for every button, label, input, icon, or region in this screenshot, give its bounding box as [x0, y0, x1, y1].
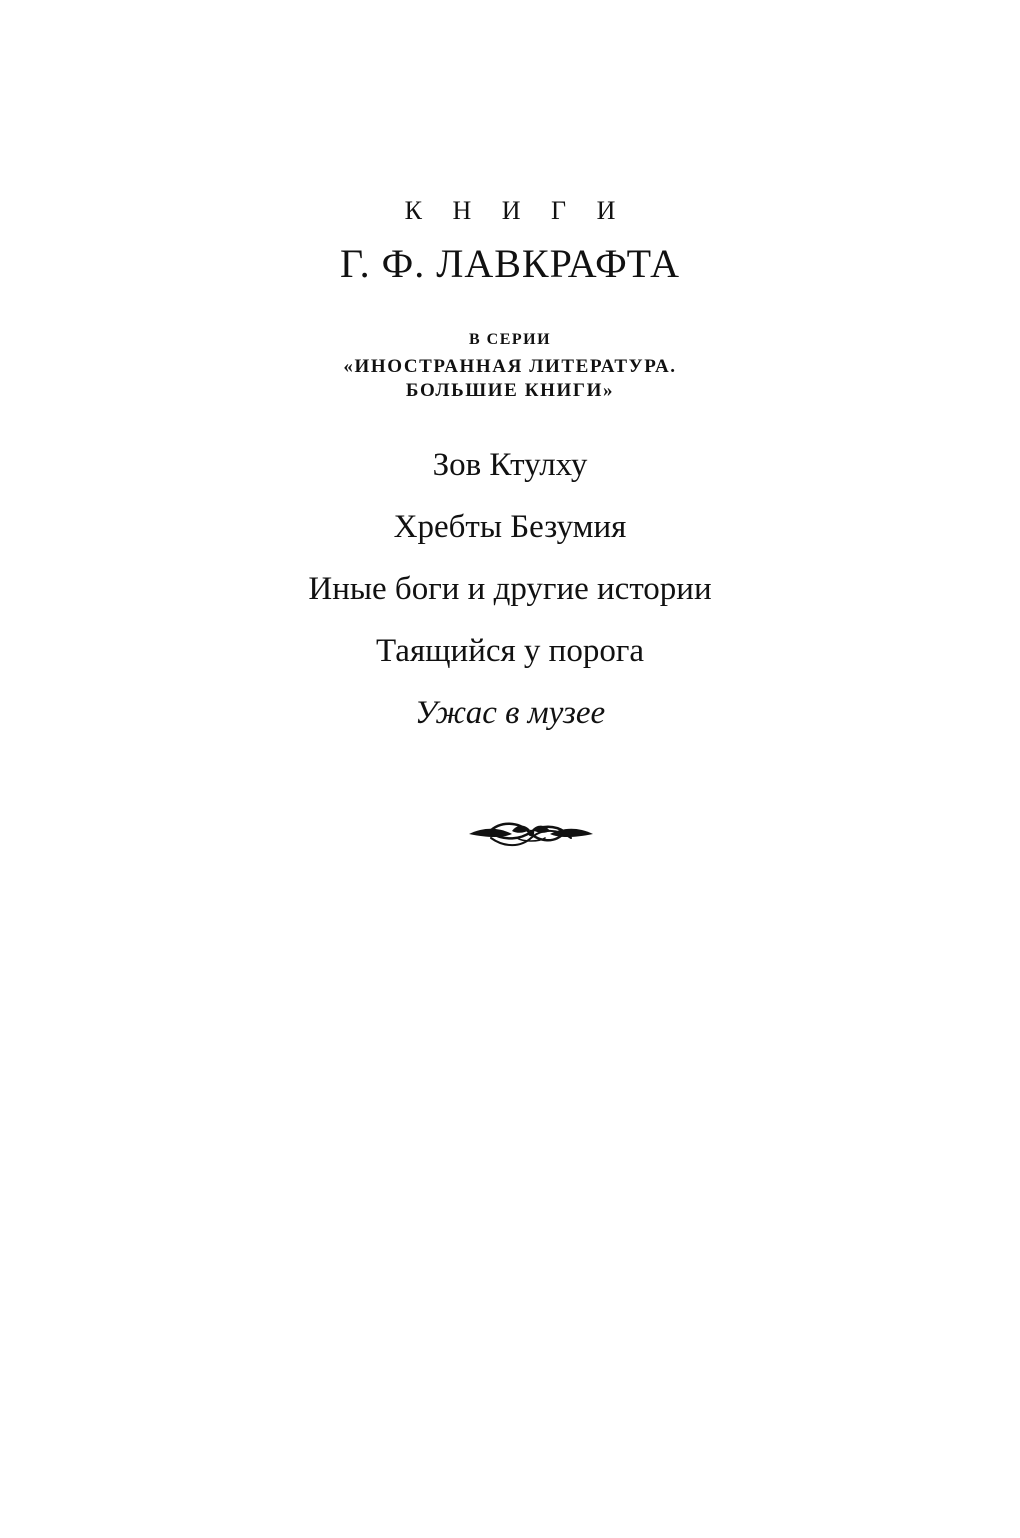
book-title-2: Хребты Безумия	[393, 509, 627, 545]
book-title-3: Иные боги и другие истории	[308, 571, 712, 607]
series-name-line-1: «ИНОСТРАННАЯ ЛИТЕРАТУРА.	[343, 356, 677, 377]
page-kicker: К Н И Г И	[404, 196, 628, 225]
author-title: Г. Ф. ЛАВКРАФТА	[339, 241, 681, 286]
book-title-5: Ужас в музее	[414, 695, 606, 731]
series-label: В СЕРИИ	[468, 331, 552, 348]
series-name-line-2: БОЛЬШИЕ КНИГИ»	[405, 380, 615, 401]
book-title-4: Таящийся у порога	[375, 633, 645, 669]
book-title-1: Зов Ктулху	[432, 447, 588, 483]
flourish-ornament-icon	[467, 818, 595, 852]
